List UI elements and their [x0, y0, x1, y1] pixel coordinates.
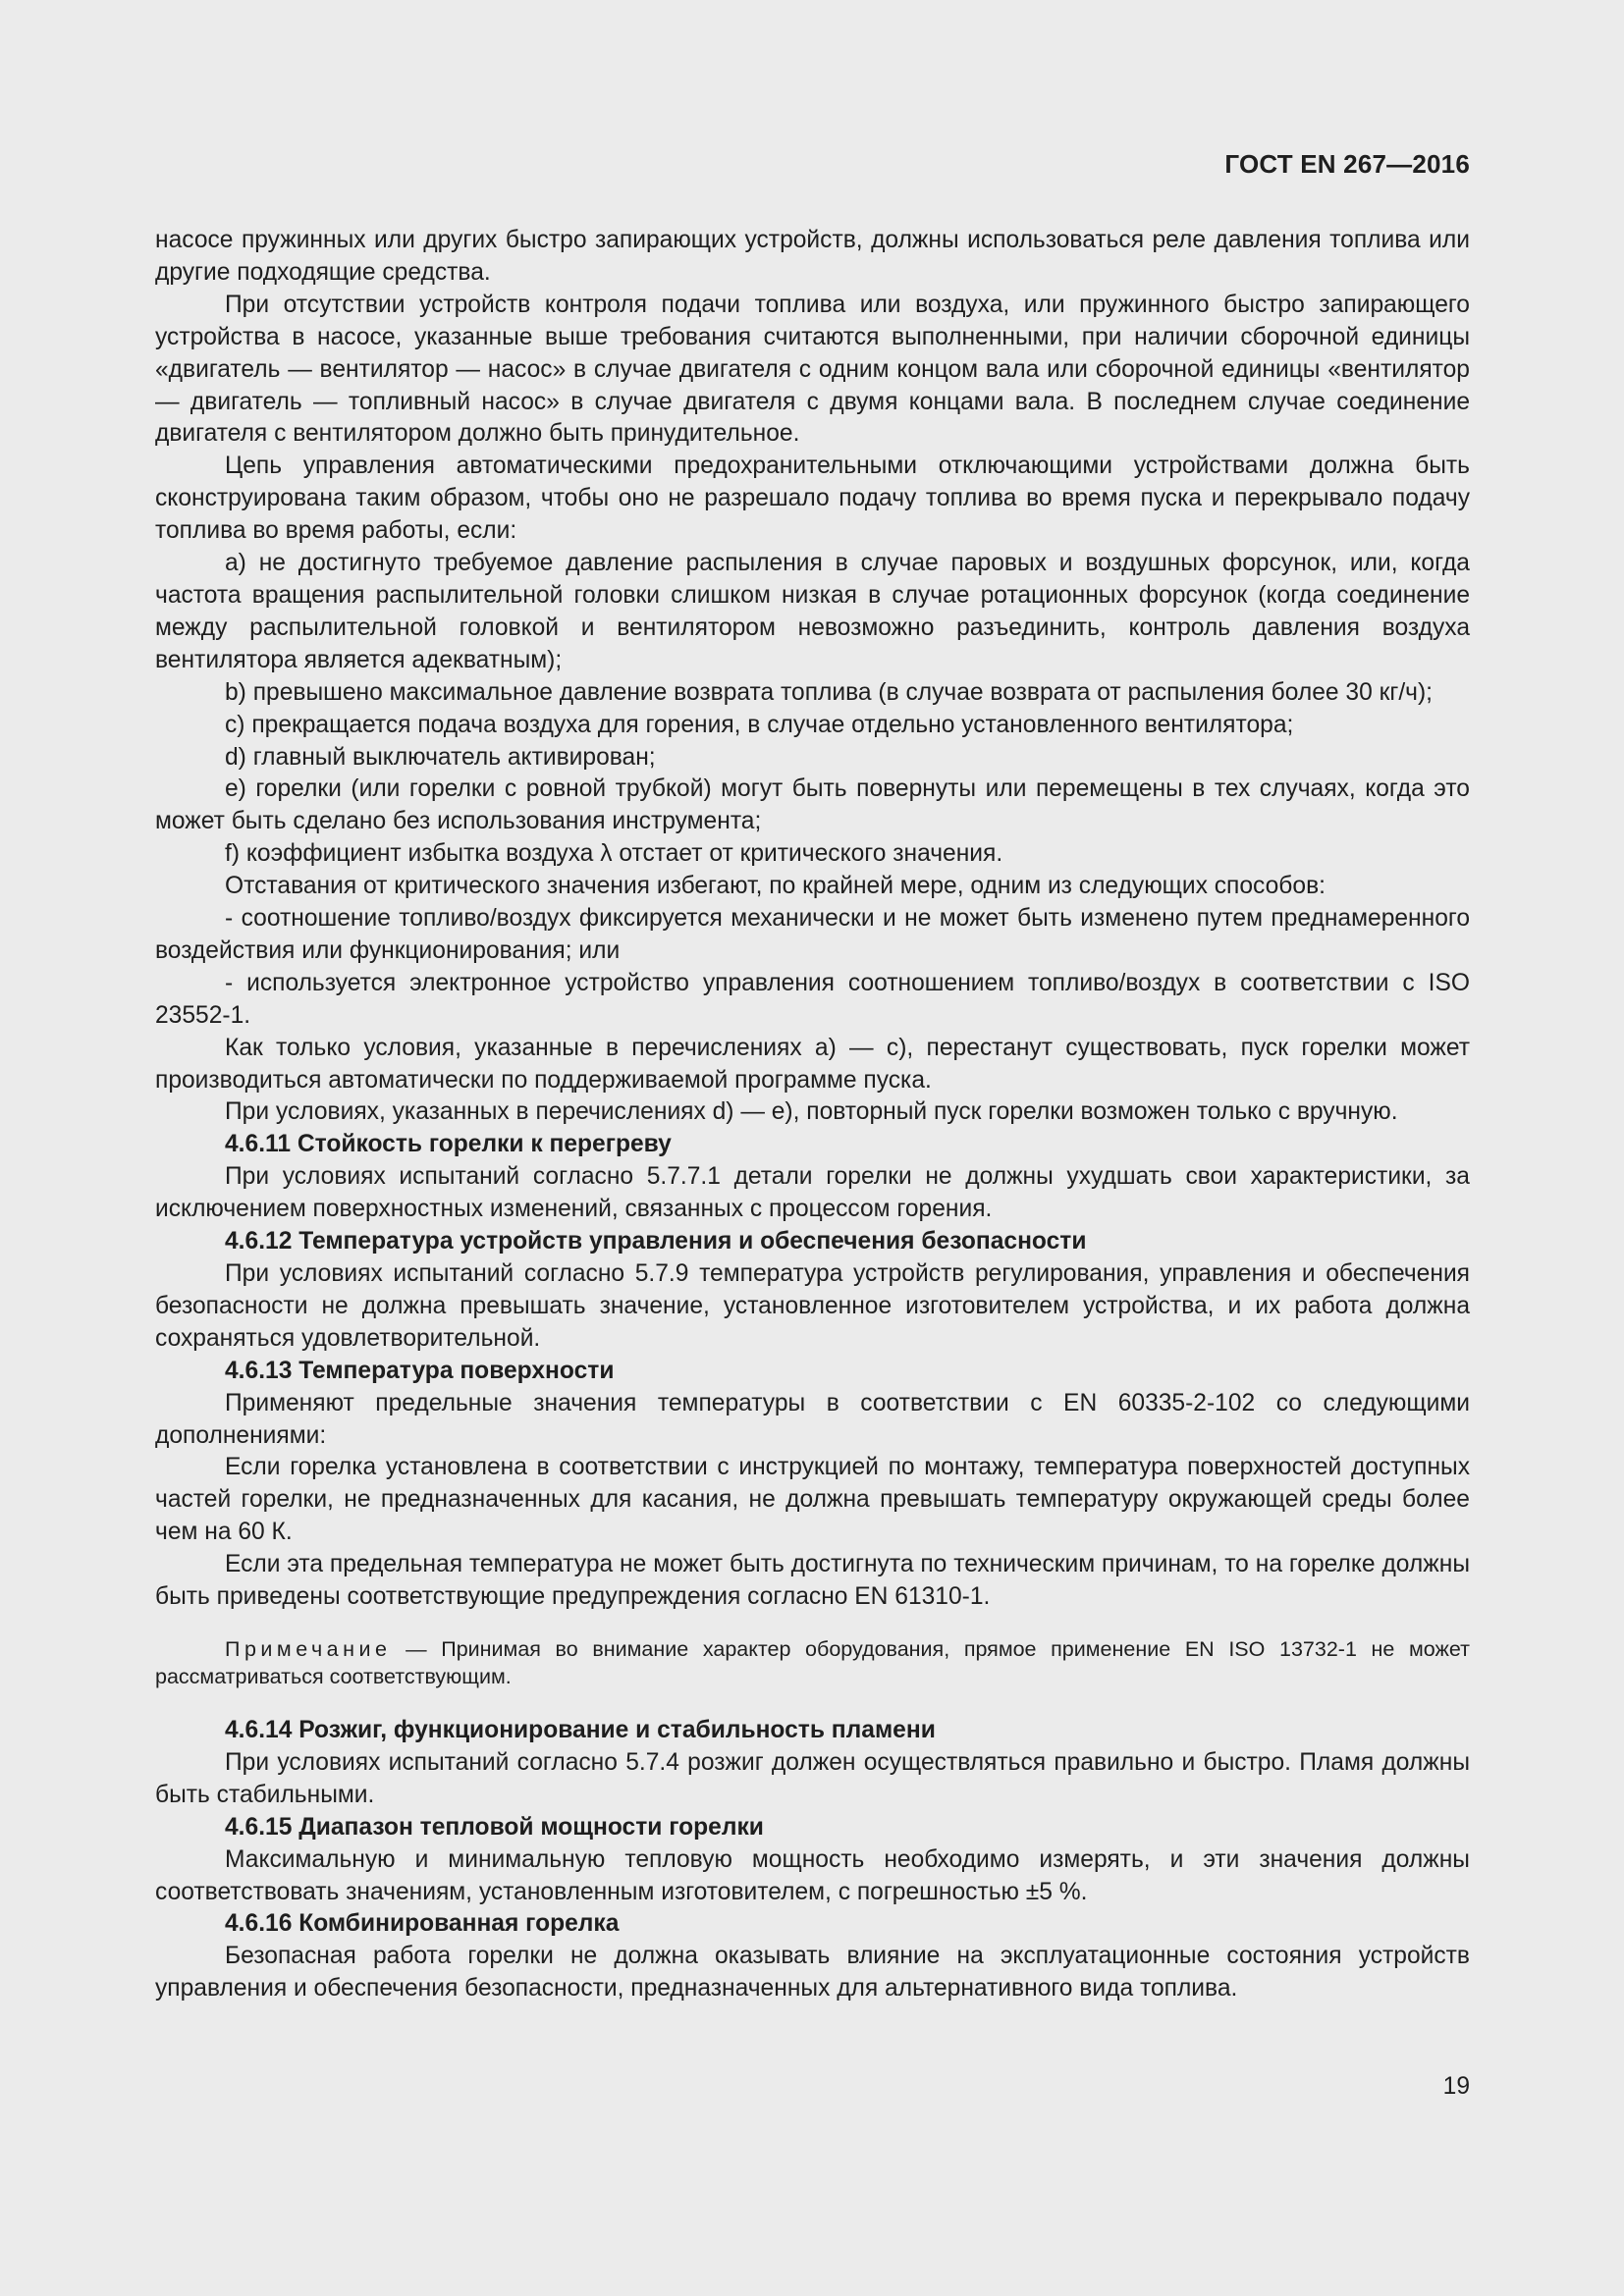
paragraph: При условиях испытаний согласно 5.7.9 температура устройств регулирования, управления и обеспечения безопасности не должна превышать значение, установленное изготовителем устройства, и их работа должна сохраняться удовлетворительной.	[155, 1260, 1470, 1352]
dash-list-item: - соотношение топливо/воздух фиксируется механически и не может быть изменено путем преднамеренного воздействия или функционирования; или	[155, 905, 1470, 964]
section-heading-4-6-15: 4.6.15 Диапазон тепловой мощности горелки	[225, 1813, 764, 1841]
list-item-a: a) не достигнуто требуемое давление распыления в случае паровых и воздушных форсунок, или, когда частота вращения распылительной головки слишком низкая в случае ротационных форсунок (когда соединение между распылительной головкой и вентилятором невозможно разъединить, контроль давления воздуха вентилятора является адекватным);	[155, 550, 1470, 673]
document-body	[155, 225, 1470, 2005]
paragraph: Как только условия, указанные в перечислениях а) — с), перестанут существовать, пуск горелки может производиться автоматически по поддерживаемой программе пуска.	[155, 1034, 1470, 1094]
paragraph: Максимальную и минимальную тепловую мощность необходимо измерять, и эти значения должны соответствовать значениям, установленным изготовителем, с погрешностью ±5 %.	[155, 1845, 1470, 1905]
list-item-c: c) прекращается подача воздуха для горения, в случае отдельно установленного вентилятора;	[225, 711, 1294, 738]
paragraph: Безопасная работа горелки не должна оказывать влияние на эксплуатационные состояния устройств управления и обеспечения безопасности, предназначенных для альтернативного вида топлива.	[155, 1943, 1470, 2002]
document-standard-id: ГОСТ EN 267—2016	[1224, 149, 1470, 179]
paragraph: Применяют предельные значения температуры в соответствии с EN 60335-2-102 со следующими дополнениями:	[155, 1389, 1470, 1449]
paragraph: Если эта предельная температура не может быть достигнута по техническим причинам, то на горелке должны быть приведены соответствующие предупреждения согласно EN 61310-1.	[155, 1551, 1470, 1611]
section-heading-4-6-11: 4.6.11 Стойкость горелки к перегреву	[225, 1131, 672, 1158]
section-heading-4-6-14: 4.6.14 Розжиг, функционирование и стабильность пламени	[225, 1716, 936, 1743]
note-label: Примечание	[225, 1636, 392, 1661]
paragraph-continuation: насосе пружинных или других быстро запирающих устройств, должны использоваться реле давления топлива или другие подходящие средства.	[155, 227, 1470, 286]
paragraph: Цепь управления автоматическими предохранительными отключающими устройствами должна быть сконструирована таким образом, чтобы оно не разрешало подачу топлива во время пуска и перекрывало подачу топлива во время работы, если:	[155, 453, 1470, 545]
section-heading-4-6-16: 4.6.16 Комбинированная горелка	[225, 1910, 620, 1938]
paragraph: При отсутствии устройств контроля подачи топлива или воздуха, или пружинного быстро запирающего устройства в насосе, указанные выше требования считаются выполненными, при наличии сборочной единицы «двигатель — вентилятор — насос» в случае двигателя с одним концом вала или сборочной единицы «вентилятор — двигатель — топливный насос» в случае двигателя с двумя концами вала. В последнем случае соединение двигателя с вентилятором должно быть принудительное.	[155, 291, 1470, 448]
section-heading-4-6-12: 4.6.12 Температура устройств управления и обеспечения безопасности	[225, 1228, 1087, 1255]
paragraph: При условиях, указанных в перечислениях d) — е), повторный пуск горелки возможен только с вручную.	[225, 1098, 1398, 1126]
paragraph: При условиях испытаний согласно 5.7.7.1 детали горелки не должны ухудшать свои характеристики, за исключением поверхностных изменений, связанных с процессом горения.	[155, 1163, 1470, 1223]
paragraph: Если горелка установлена в соответствии с инструкцией по монтажу, температура поверхностей доступных частей горелки, не предназначенных для касания, не должна превышать температуру окружающей среды более чем на 60 К.	[155, 1454, 1470, 1546]
list-item-f: f) коэффициент избытка воздуха λ отстает от критического значения.	[225, 840, 1003, 868]
note	[155, 1635, 1470, 1690]
list-item-e: e) горелки (или горелки с ровной трубкой) могут быть повернуты или перемещены в тех случаях, когда это может быть сделано без использования инструмента;	[155, 775, 1470, 835]
section-heading-4-6-13: 4.6.13 Температура поверхности	[225, 1357, 615, 1384]
page-number: 19	[1442, 2073, 1470, 2100]
paragraph: При условиях испытаний согласно 5.7.4 розжиг должен осуществляться правильно и быстро. Пламя должны быть стабильными.	[155, 1748, 1470, 1808]
list-item-d: d) главный выключатель активирован;	[225, 743, 656, 771]
dash-list-item: - используется электронное устройство управления соотношением топливо/воздух в соответствии с ISO 23552-1.	[155, 969, 1470, 1029]
paragraph: Отставания от критического значения избегают, по крайней мере, одним из следующих способов:	[225, 873, 1326, 900]
note-text: — Принимая во внимание характер оборудования, прямое применение EN ISO 13732-1 не может рассматриваться соответствующим.	[155, 1636, 1470, 1688]
list-item-b: b) превышено максимальное давление возврата топлива (в случае возврата от распыления более 30 кг/ч);	[225, 678, 1434, 706]
